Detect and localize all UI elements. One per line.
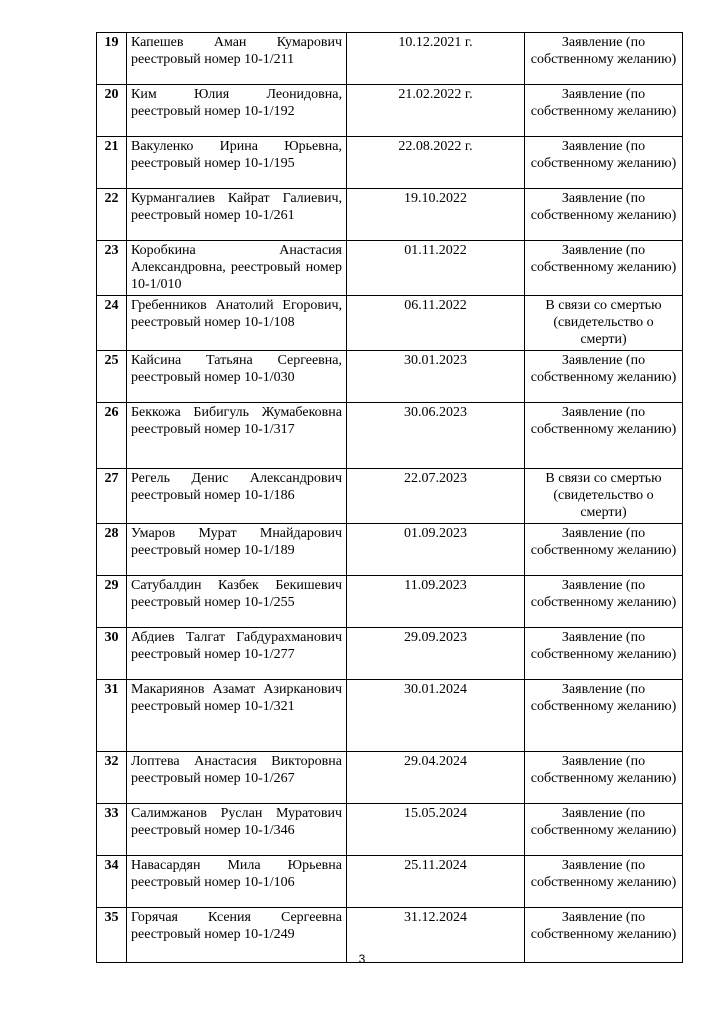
row-number: 33 [97,804,127,856]
person-name: Курмангалиев Кайрат Галиевич, реестровый номер 10-1/261 [127,189,347,241]
person-name: Абдиев Талгат Габдурахманович реестровый номер 10-1/277 [127,628,347,680]
person-name: Сатубалдин Казбек Бекишевич реестровый номер 10-1/255 [127,576,347,628]
registry-table [96,32,683,963]
exclusion-date: 30.01.2024 [347,680,525,752]
page-number: 3 [358,952,366,966]
row-number: 30 [97,628,127,680]
table-row [97,752,683,804]
person-name: Макариянов Азамат Азирканович реестровый номер 10-1/321 [127,680,347,752]
table-row [97,856,683,908]
exclusion-reason: Заявление (по собственному желанию) [525,85,683,137]
table-row [97,469,683,524]
table-row [97,241,683,296]
exclusion-reason: Заявление (по собственному желанию) [525,524,683,576]
exclusion-date: 01.11.2022 [347,241,525,296]
row-number: 22 [97,189,127,241]
exclusion-reason: Заявление (по собственному желанию) [525,33,683,85]
person-name: Беккожа Бибигуль Жумабековна реестровый номер 10-1/317 [127,403,347,469]
table-row [97,576,683,628]
exclusion-date: 31.12.2024 [347,908,525,963]
row-number: 32 [97,752,127,804]
exclusion-date: 10.12.2021 г. [347,33,525,85]
table-row [97,33,683,85]
exclusion-date: 22.08.2022 г. [347,137,525,189]
exclusion-date: 25.11.2024 [347,856,525,908]
person-name: Гребенников Анатолий Егорович, реестровый номер 10-1/108 [127,296,347,351]
exclusion-date: 01.09.2023 [347,524,525,576]
row-number: 28 [97,524,127,576]
exclusion-date: 15.05.2024 [347,804,525,856]
person-name: Горячая Ксения Сергеевна реестровый номер 10-1/249 [127,908,347,963]
table-row [97,137,683,189]
table-row [97,296,683,351]
person-name: Кайсина Татьяна Сергеевна, реестровый номер 10-1/030 [127,351,347,403]
person-name: Лоптева Анастасия Викторовна реестровый номер 10-1/267 [127,752,347,804]
person-name: Салимжанов Руслан Муратович реестровый номер 10-1/346 [127,804,347,856]
exclusion-reason: В связи со смертью (свидетельство о смерти) [525,296,683,351]
row-number: 19 [97,33,127,85]
exclusion-date: 19.10.2022 [347,189,525,241]
row-number: 20 [97,85,127,137]
table-row [97,85,683,137]
row-number: 27 [97,469,127,524]
exclusion-reason: Заявление (по собственному желанию) [525,576,683,628]
exclusion-reason: Заявление (по собственному желанию) [525,137,683,189]
person-name: Навасардян Мила Юрьевна реестровый номер 10-1/106 [127,856,347,908]
exclusion-reason: Заявление (по собственному желанию) [525,241,683,296]
row-number: 24 [97,296,127,351]
table-row [97,403,683,469]
person-name: Вакуленко Ирина Юрьевна, реестровый номер 10-1/195 [127,137,347,189]
exclusion-reason: Заявление (по собственному желанию) [525,804,683,856]
row-number: 21 [97,137,127,189]
exclusion-reason: В связи со смертью (свидетельство о смерти) [525,469,683,524]
exclusion-reason: Заявление (по собственному желанию) [525,752,683,804]
exclusion-reason: Заявление (по собственному желанию) [525,856,683,908]
table-row [97,804,683,856]
table-row [97,524,683,576]
table-row [97,189,683,241]
table-row [97,628,683,680]
exclusion-date: 29.04.2024 [347,752,525,804]
exclusion-date: 22.07.2023 [347,469,525,524]
person-name: Умаров Мурат Мнайдарович реестровый номер 10-1/189 [127,524,347,576]
person-name: Регель Денис Александрович реестровый номер 10-1/186 [127,469,347,524]
exclusion-reason: Заявление (по собственному желанию) [525,908,683,963]
exclusion-date: 11.09.2023 [347,576,525,628]
exclusion-date: 30.01.2023 [347,351,525,403]
exclusion-reason: Заявление (по собственному желанию) [525,403,683,469]
person-name: Ким Юлия Леонидовна, реестровый номер 10-1/192 [127,85,347,137]
row-number: 29 [97,576,127,628]
row-number: 31 [97,680,127,752]
row-number: 35 [97,908,127,963]
row-number: 26 [97,403,127,469]
exclusion-reason: Заявление (по собственному желанию) [525,351,683,403]
person-name: Капешев Аман Кумарович реестровый номер 10-1/211 [127,33,347,85]
person-name: Коробкина Анастасия Александровна, реестровый номер 10-1/010 [127,241,347,296]
exclusion-date: 29.09.2023 [347,628,525,680]
row-number: 25 [97,351,127,403]
exclusion-date: 06.11.2022 [347,296,525,351]
row-number: 23 [97,241,127,296]
exclusion-date: 30.06.2023 [347,403,525,469]
row-number: 34 [97,856,127,908]
table-row [97,351,683,403]
exclusion-reason: Заявление (по собственному желанию) [525,628,683,680]
exclusion-reason: Заявление (по собственному желанию) [525,680,683,752]
table-row [97,680,683,752]
exclusion-reason: Заявление (по собственному желанию) [525,189,683,241]
exclusion-date: 21.02.2022 г. [347,85,525,137]
